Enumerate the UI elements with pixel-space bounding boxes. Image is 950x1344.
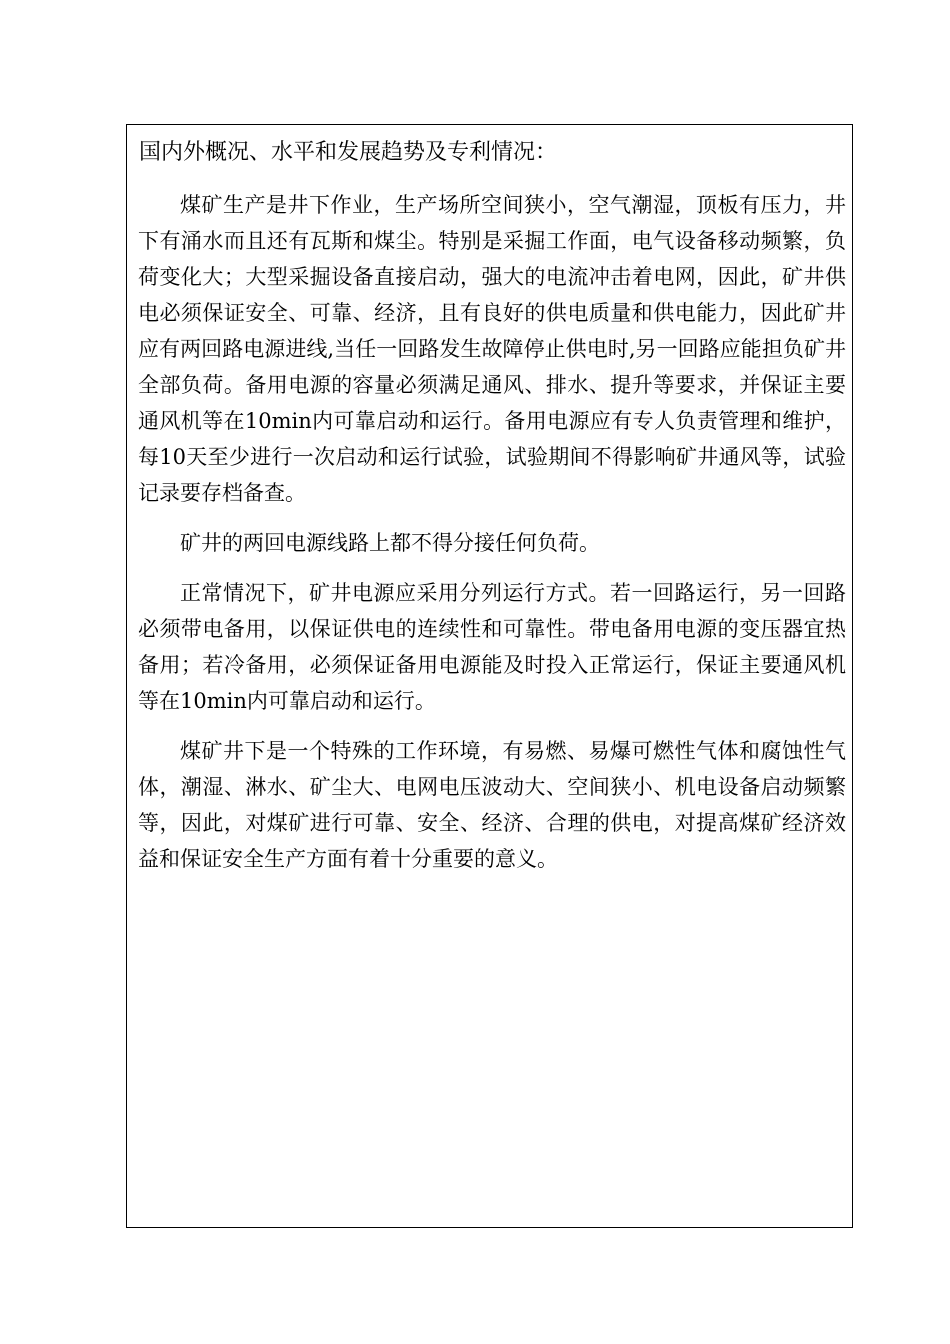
form-table-cell [126,124,853,1228]
paragraph-1: 煤矿生产是井下作业，生产场所空间狭小，空气潮湿，顶板有压力，井下有涌水而且还有瓦斯和煤尘。特别是采掘工作面，电气设备移动频繁，负荷变化大；大型采掘设备直接启动，强大的电流冲击着电网，因此，矿井供电必须保证安全、可靠、经济，且有良好的供电质量和供电能力，因此矿井应有两回路电源进线,当任一回路发生故障停止供电时,另一回路应能担负矿井全部负荷。备用电源的容量必须满足通风、排水、提升等要求，并保证主要通风机等在10min内可靠启动和运行。备用电源应有专人负责管理和维护，每10天至少进行一次启动和运行试验，试验期间不得影响矿井通风等，试验记录要存档备查。 [138,193,846,505]
paragraph-4: 煤矿井下是一个特殊的工作环境，有易燃、易爆可燃性气体和腐蚀性气体，潮湿、淋水、矿尘大、电网电压波动大、空间狭小、机电设备启动频繁等，因此，对煤矿进行可靠、安全、经济、合理的供电，对提高煤矿经济效益和保证安全生产方面有着十分重要的意义。 [138,739,846,871]
section-heading: 国内外概况、水平和发展趋势及专利情况： [139,140,558,165]
paragraph-2: 矿井的两回电源线路上都不得分接任何负荷。 [180,531,600,555]
section-body [138,187,846,891]
paragraph-3: 正常情况下，矿井电源应采用分列运行方式。若一回路运行，另一回路必须带电备用，以保证供电的连续性和可靠性。带电备用电源的变压器宜热备用；若冷备用，必须保证备用电源能及时投入正常运行，保证主要通风机等在10min内可靠启动和运行。 [138,581,846,713]
